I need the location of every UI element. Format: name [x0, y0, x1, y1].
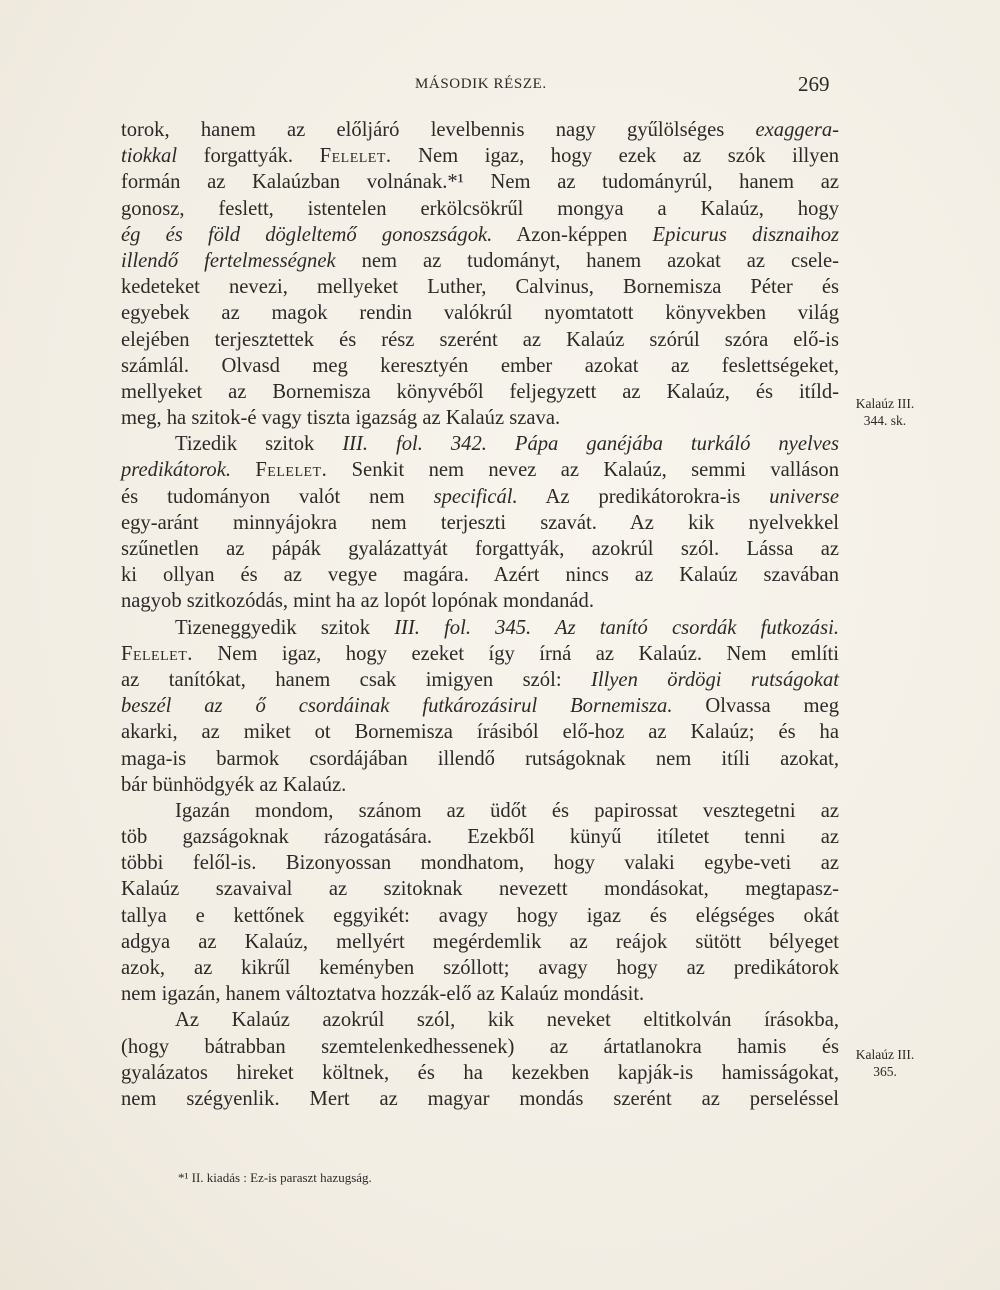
- page-number: 269: [798, 72, 830, 96]
- text-line: elejében terjesztettek és rész szerént az Kalaúz szórúl szóra elő-is: [121, 328, 839, 351]
- running-head: [0, 72, 1000, 102]
- text-line: tiokkal forgattyák. Felelet. Nem igaz, hogy ezek az szók illyen: [121, 145, 840, 168]
- text-line: nagyob szitkozódás, mint ha az lopót lopónak mondanád.: [121, 590, 594, 613]
- text-line: gonosz, feslett, istentelen erkölcsökrűl mongya a Kalaúz, hogy: [121, 197, 839, 220]
- text-line: kedeteket nevezi, mellyeket Luther, Calvinus, Bornemisza Péter és: [121, 276, 839, 299]
- text-line: egy-aránt minnyájokra nem terjeszti szavát. Az kik nyelvekkel: [121, 511, 839, 534]
- text-line: töb gazságoknak rázogatására. Ezekből künyű itíletet tenni az: [121, 826, 839, 849]
- text-line: Kalaúz szavaival az szitoknak nevezett mondásokat, megtapasz-: [121, 878, 839, 901]
- text-line: torok, hanem az előljáró levelbennis nagy gyűlölséges exaggera-: [121, 119, 839, 141]
- text-line: az tanítókat, hanem csak imigyen szól: Illyen ördögi rutságokat: [121, 668, 839, 691]
- text-line: nem igazán, hanem változtatva hozzák-elő az Kalaúz mondásit.: [121, 983, 645, 1006]
- margin-note-line: Kalaúz III.: [855, 1047, 915, 1062]
- text-line: Tizedik szitok III. fol. 342. Pápa ganéjába turkáló nyelves: [175, 433, 839, 456]
- text-line: ki ollyan és az vegye magára. Azért nincs az Kalaúz szavában: [121, 564, 839, 587]
- text-line: tallya e kettőnek eggyikét: avagy hogy igaz és elégséges okát: [121, 904, 839, 927]
- text-line: Az Kalaúz azokrúl szól, kik neveket eltitkolván írásokba,: [175, 1009, 839, 1032]
- text-line: (hogy bátrabban szemtelenkedhessenek) az ártatlanokra hamis és: [121, 1035, 839, 1058]
- text-line: azok, az kikrűl keményben szóllott; avagy hogy az predikátorok: [121, 957, 839, 979]
- margin-note-line: Kalaúz III.: [855, 396, 915, 411]
- text-line: maga-is barmok csordájában illendő rutságoknak nem itíli azokat,: [121, 747, 839, 770]
- text-line: meg, ha szitok-é vagy tiszta igazság az Kalaúz szava.: [121, 407, 561, 430]
- text-line: számlál. Olvasd meg keresztyén ember azokat az feslettségeket,: [121, 354, 839, 377]
- margin-note: [840, 1046, 930, 1080]
- text-line: Tizeneggyedik szitok III. fol. 345. Az tanító csordák futkozási.: [175, 616, 839, 639]
- text-line: ég és föld döglelteтő gonoszságok. Azon-képpen Epicurus disznaihoz: [121, 223, 840, 246]
- text-line: illendő fertelmességnek nem az tudományt, hanem azokat az csele-: [121, 249, 839, 272]
- text-line: adgya az Kalaúz, mellyért megérdemlik az reájok sütött bélyeget: [121, 930, 839, 953]
- text-line: nem szégyenlik. Mert az magyar mondás szerént az perseléssel: [121, 1087, 839, 1110]
- text-line: egyebek az magok rendin valókrúl nyomtatott könyvekben világ: [121, 302, 839, 325]
- margin-note-line: 365.: [873, 1064, 897, 1079]
- text-line: és tudományon valót nem specificál. Az predikátorokra-is universe: [121, 485, 840, 508]
- text-line: Felelet. Nem igaz, hogy ezeket így írná az Kalaúz. Nem említi: [121, 642, 839, 665]
- running-title: MÁSODIK RÉSZE.: [415, 76, 547, 92]
- margin-note: [840, 395, 930, 429]
- text-line: gyalázatos hireket költnek, és ha kezekben kapják-is hamisságokat,: [121, 1061, 839, 1084]
- text-line: formán az Kalaúzban volnának.*¹ Nem az tudományrúl, hanem az: [121, 171, 839, 194]
- text-line: mellyeket az Bornemisza könyvéből feljegyzett az Kalaúz, és itíld-: [121, 380, 839, 403]
- text-line: Igazán mondom, szánom az üdőt és papirossat vesztegetni az: [175, 799, 839, 822]
- footnote: *¹ II. kiadás : Ez-is paraszt hazugság.: [178, 1170, 372, 1185]
- text-line: többi felől-is. Bizonyossan mondhatom, hogy valaki egybe-veti az: [121, 852, 839, 875]
- text-line: szűnetlen az pápák gyalázattyát forgattyák, azokrúl szól. Lássa az: [121, 538, 839, 560]
- text-line: beszél az ő csordáinak futkározásirul Bornemisza. Olvassa meg: [121, 695, 839, 718]
- text-line: bár bünhödgyék az Kalaúz.: [121, 773, 347, 796]
- text-line: akarki, az miket ot Bornemisza írásiból elő-hoz az Kalaúz; és ha: [121, 721, 839, 744]
- text-line: predikátorok. Felelet. Senkit nem nevez az Kalaúz, semmi valláson: [121, 459, 839, 482]
- margin-note-line: 344. sk.: [863, 413, 907, 428]
- body-text: [121, 117, 839, 1112]
